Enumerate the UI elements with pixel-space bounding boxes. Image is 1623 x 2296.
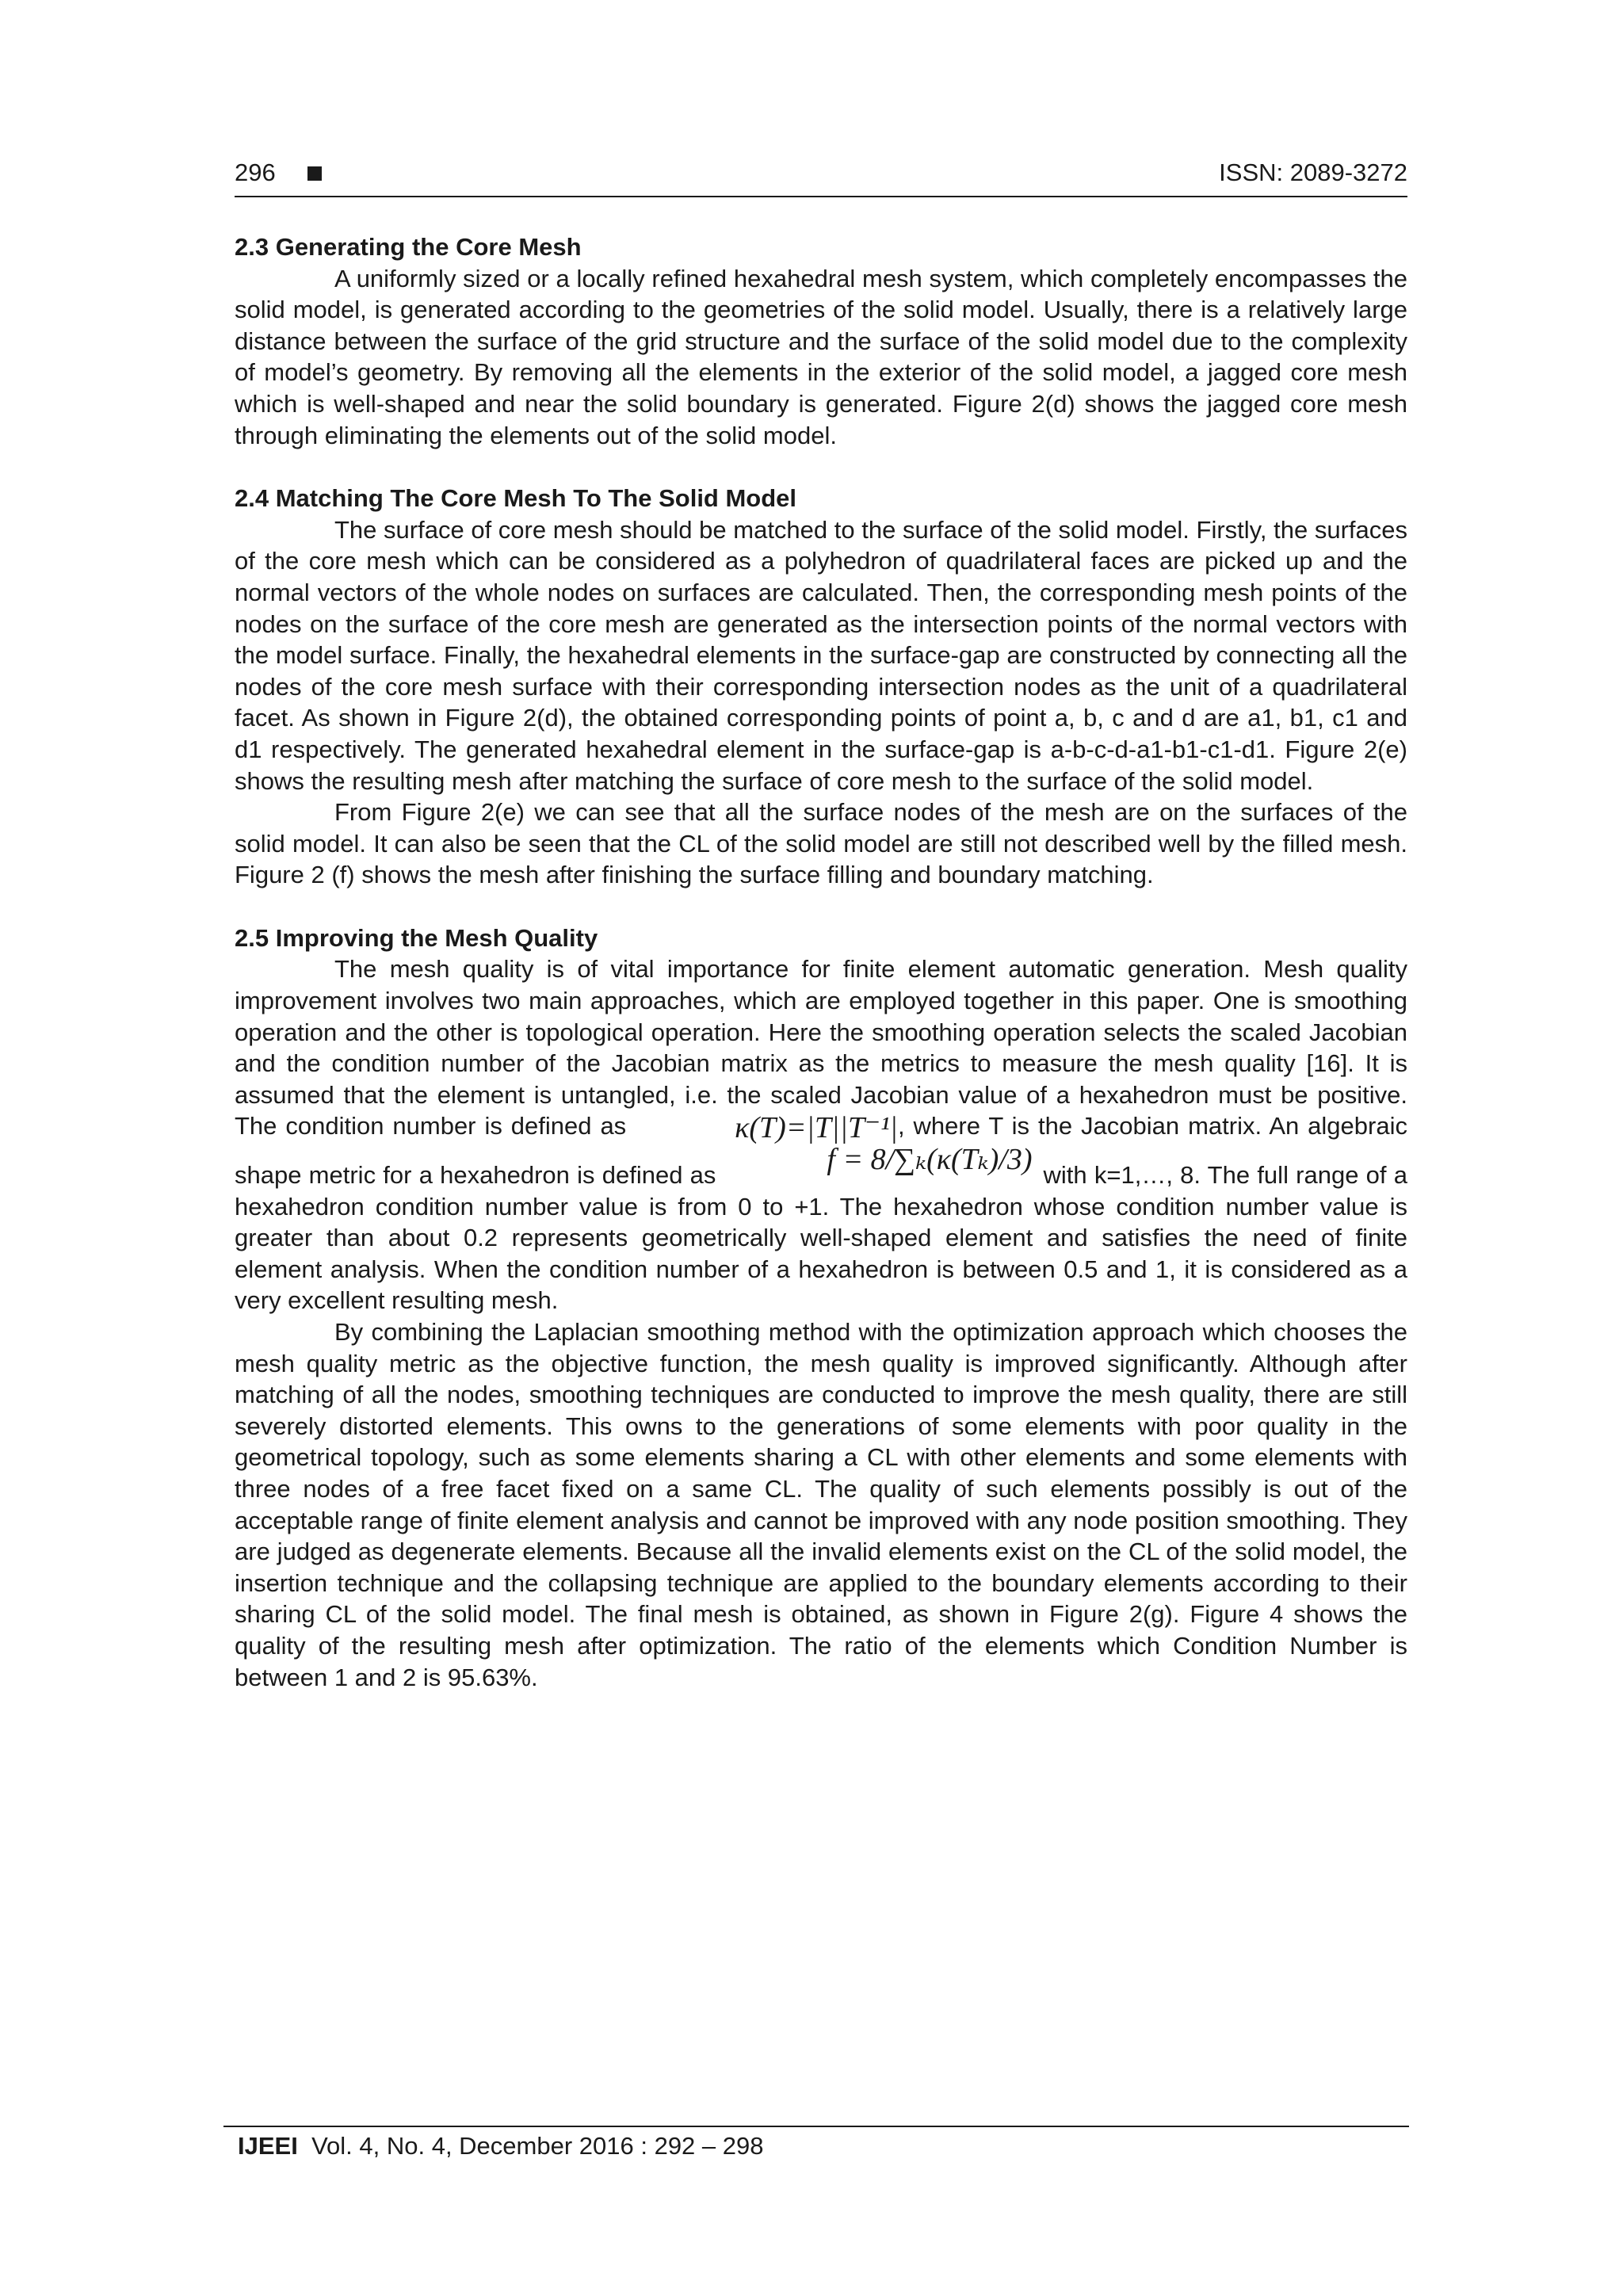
- section-2-3: [235, 231, 1407, 451]
- shape-metric-equation: f = 8/∑ₖ(κ(Tₖ)/3): [827, 1143, 1033, 1177]
- section-heading: 2.5 Improving the Mesh Quality: [235, 923, 598, 952]
- issn-label: ISSN: 2089-3272: [1219, 159, 1407, 186]
- paragraph-text: , where T is the Jacobian matrix. An algebraic shape metric for a hexahedron is defined as: [235, 1112, 1407, 1190]
- paragraph: A uniformly sized or a locally refined hexahedral mesh system, which completely encompasses the solid model, is generated according to the geometries of the solid model. Usually, there is a relatively large distance between the surface of the grid structure and the surface of the solid model due to the complexity of model’s geometry. By removing all the elements in the exterior of the solid model, a jagged core mesh which is well-shaped and near the solid boundary is generated. Figure 2(d) shows the jagged core mesh through eliminating the elements out of the solid model.: [235, 264, 1407, 449]
- header-rule: [235, 196, 1407, 197]
- condition-number-equation: κ(T)=|T||T⁻¹|: [735, 1111, 898, 1145]
- page-number: 296: [235, 159, 276, 186]
- paragraph-with-equations: [235, 953, 1407, 1316]
- section-2-4: [235, 483, 1407, 891]
- paragraph: From Figure 2(e) we can see that all the surface nodes of the mesh are on the surfaces of the solid model. It can also be seen that the CL of the solid model are still not described well by the filled mesh. Figure 2 (f) shows the mesh after finishing the surface filling and boundary matching.: [235, 798, 1407, 889]
- paragraph: The surface of core mesh should be matched to the surface of the solid model. Firstly, the surfaces of the core mesh which can be considered as a polyhedron of quadrilateral faces are picked up and the normal vectors of the whole nodes on surfaces are calculated. Then, the corresponding mesh points of the nodes on the surface of the core mesh are generated as the intersection points of the normal vectors with the model surface. Finally, the hexahedral elements in the surface-gap are constructed by connecting all the nodes of the core mesh surface with their corresponding intersection nodes as the unit of a quadrilateral facet. As shown in Figure 2(d), the obtained corresponding points of point a, b, c and d are a1, b1, c1 and d1 respectively. The generated hexahedral element in the surface-gap is a-b-c-d-a1-b1-c1-d1. Figure 2(e) shows the resulting mesh after matching the surface of core mesh to the surface of the solid model.: [235, 515, 1407, 795]
- page-footer: [238, 2132, 764, 2160]
- header-square-icon: [307, 166, 322, 181]
- paragraph-text: with k=1,…, 8. The full range of a hexahedron condition number value is from 0 to +1. The hexahedron whose condition number value is greater than about 0.2 represents geometrically well-shaped element and satisfies the need of finite element analysis. When the condition number of a hexahedron is between 0.5 and 1, it is considered as a very excellent resulting mesh.: [235, 1161, 1407, 1315]
- page-header: [235, 155, 1407, 197]
- section-heading: 2.4 Matching The Core Mesh To The Solid Model: [235, 484, 797, 513]
- article-body: [235, 231, 1407, 1693]
- section-heading: 2.3 Generating the Core Mesh: [235, 233, 582, 261]
- journal-name: IJEEI: [238, 2132, 298, 2160]
- section-2-5: [235, 923, 1407, 1693]
- citation: Vol. 4, No. 4, December 2016 : 292 – 298: [311, 2132, 764, 2160]
- paragraph-text: The mesh quality is of vital importance for finite element automatic generation. Mesh quality improvement involves two main approaches, which are employed together in this paper. One is smoothing operation and the other is topological operation. Here the smoothing operation selects the scaled Jacobian and the condition number of the Jacobian matrix as the metrics to measure the mesh quality [16]. It is assumed that the element is untangled, i.e. the scaled Jacobian value of a hexahedron must be positive. The condition number is defined as: [235, 955, 1407, 1140]
- paragraph: By combining the Laplacian smoothing method with the optimization approach which chooses the mesh quality metric as the objective function, the mesh quality is improved significantly. Although after matching of all the nodes, smoothing techniques are conducted to improve the mesh quality, there are still severely distorted elements. This owns to the generations of some elements with poor quality in the geometrical topology, such as some elements sharing a CL with other elements and some elements with three nodes of a free facet fixed on a same CL. The quality of such elements possibly is out of the acceptable range of finite element analysis and cannot be improved with any node position smoothing. They are judged as degenerate elements. Because all the invalid elements exist on the CL of the solid model, the insertion technique and the collapsing technique are applied to the boundary elements according to their sharing CL of the solid model. The final mesh is obtained, as shown in Figure 2(g). Figure 4 shows the quality of the resulting mesh after optimization. The ratio of the elements which Condition Number is between 1 and 2 is 95.63%.: [235, 1318, 1407, 1691]
- footer-rule: [223, 2126, 1409, 2127]
